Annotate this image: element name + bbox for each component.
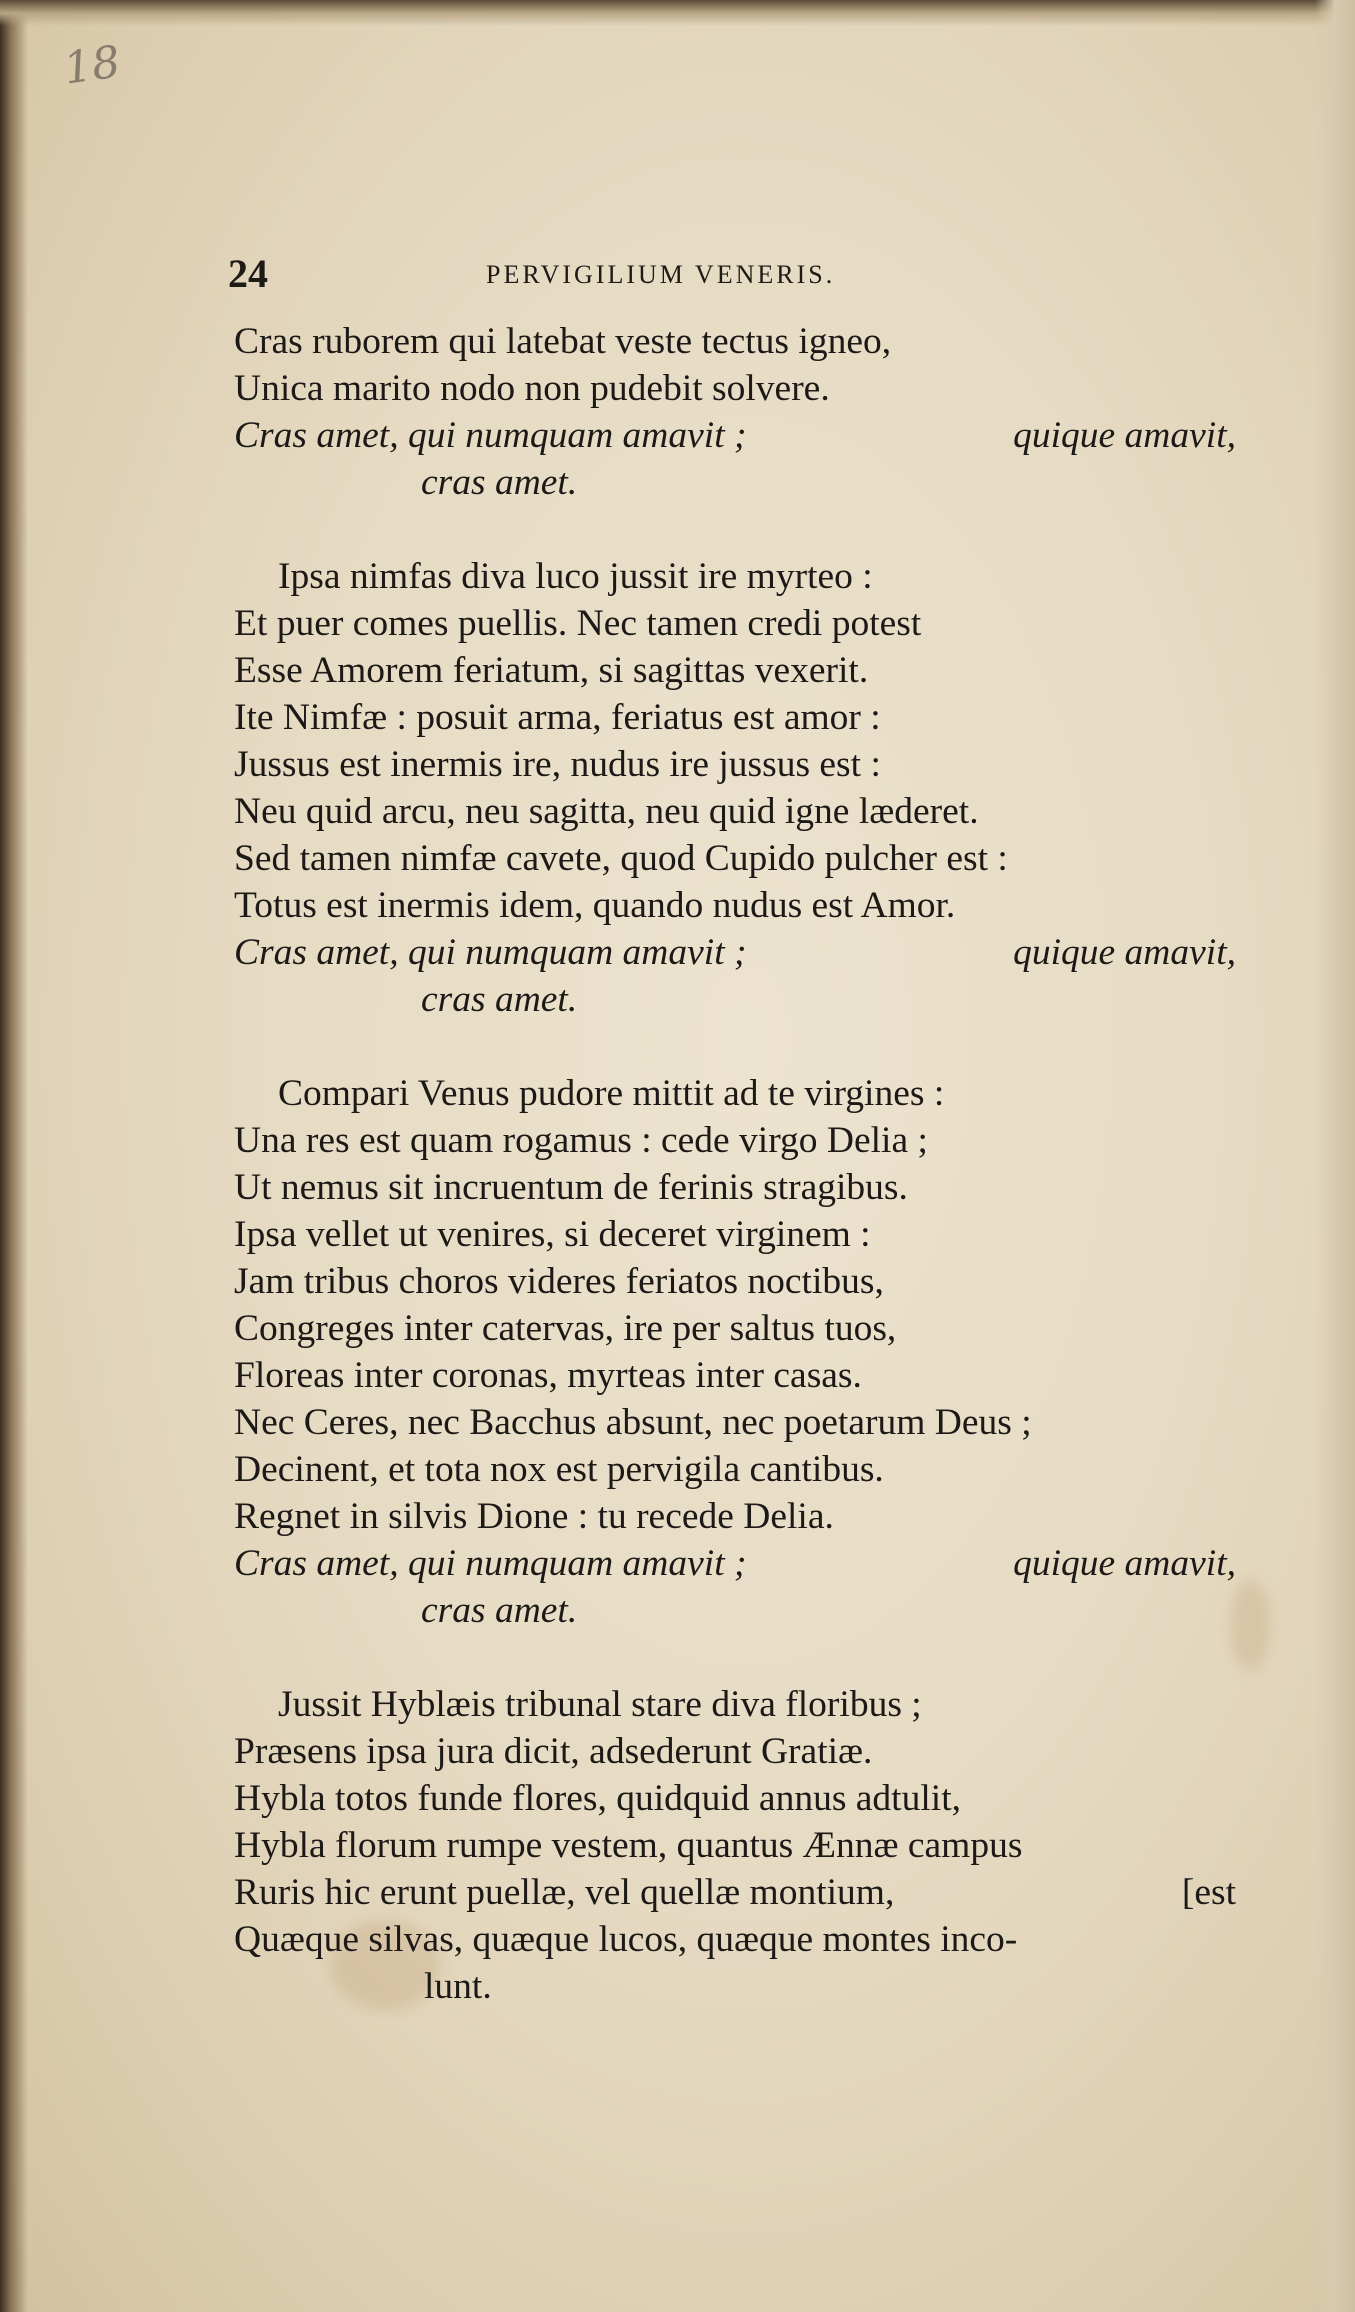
- verse-line: Totus est inermis idem, quando nudus est Amor.: [234, 885, 956, 926]
- refrain-part: quique amavit,: [1013, 415, 1236, 456]
- refrain-line: [234, 929, 1236, 976]
- verse-line: Jussus est inermis ire, nudus ire jussus est :: [234, 744, 881, 785]
- verse-line: Hybla totos funde flores, quidquid annus adtulit,: [234, 1778, 961, 1819]
- verse-line: Hybla florum rumpe vestem, quantus Ænnæ campus: [234, 1825, 1023, 1866]
- verse-line-text: Ruris hic erunt puellæ, vel quellæ montium,: [234, 1872, 895, 1913]
- verse-line: [234, 1869, 1236, 1916]
- verse-line: lunt.: [424, 1966, 492, 2007]
- refrain-part: quique amavit,: [1013, 932, 1236, 973]
- verse-line: Regnet in silvis Dione : tu recede Delia.: [234, 1496, 834, 1537]
- verse-line: Ite Nimfæ : posuit arma, feriatus est amor :: [234, 697, 881, 738]
- pencil-annotation: 18: [60, 36, 124, 95]
- turnover-bracket: [est: [1181, 1872, 1236, 1913]
- verse-line: Nec Ceres, nec Bacchus absunt, nec poetarum Deus ;: [234, 1402, 1032, 1443]
- verse-line: Decinent, et tota nox est pervigila cantibus.: [234, 1449, 884, 1490]
- poem-text: [234, 318, 1244, 2010]
- refrain-line: [234, 1540, 1236, 1587]
- refrain-part: Cras amet, qui numquam amavit ;: [234, 1543, 747, 1584]
- verse-line: Floreas inter coronas, myrteas inter casas.: [234, 1355, 862, 1396]
- refrain-continuation: cras amet.: [421, 979, 578, 1020]
- verse-line: Sed tamen nimfæ cavete, quod Cupido pulcher est :: [234, 838, 1008, 879]
- verse-line: Congreges inter catervas, ire per saltus tuos,: [234, 1308, 897, 1349]
- verse-line: Et puer comes puellis. Nec tamen credi potest: [234, 603, 922, 644]
- verse-line: Ipsa nimfas diva luco jussit ire myrteo :: [278, 556, 873, 597]
- refrain-line: [234, 412, 1236, 459]
- verse-line: Jussit Hyblæis tribunal stare diva floribus ;: [278, 1684, 922, 1725]
- verse-line: Quæque silvas, quæque lucos, quæque montes inco-: [234, 1919, 1018, 1960]
- refrain-continuation: cras amet.: [421, 1590, 578, 1631]
- running-head-title: PERVIGILIUM VENERIS.: [486, 260, 836, 289]
- stanza-gap: [234, 1023, 1244, 1070]
- refrain-part: quique amavit,: [1013, 1543, 1236, 1584]
- verse-line: Jam tribus choros videres feriatos noctibus,: [234, 1261, 884, 1302]
- verse-line: Una res est quam rogamus : cede virgo Delia ;: [234, 1120, 928, 1161]
- refrain-continuation: cras amet.: [421, 462, 578, 503]
- stanza-gap: [234, 506, 1244, 553]
- stanza-gap: [234, 1634, 1244, 1681]
- verse-line: Unica marito nodo non pudebit solvere.: [234, 368, 830, 409]
- verse-line: Neu quid arcu, neu sagitta, neu quid igne læderet.: [234, 791, 979, 832]
- refrain-part: Cras amet, qui numquam amavit ;: [234, 415, 747, 456]
- verse-line: Præsens ipsa jura dicit, adsederunt Gratiæ.: [234, 1731, 873, 1772]
- refrain-part: Cras amet, qui numquam amavit ;: [234, 932, 747, 973]
- page-top-edge: [0, 0, 1355, 26]
- verse-line: Compari Venus pudore mittit ad te virgines :: [278, 1073, 945, 1114]
- verse-line: Cras ruborem qui latebat veste tectus igneo,: [234, 321, 892, 362]
- page-number: 24: [228, 251, 268, 296]
- verse-line: Esse Amorem feriatum, si sagittas vexerit.: [234, 650, 869, 691]
- verse-line: Ipsa vellet ut venires, si deceret virginem :: [234, 1214, 871, 1255]
- running-head: [228, 250, 1218, 300]
- verse-line: Ut nemus sit incruentum de ferinis stragibus.: [234, 1167, 908, 1208]
